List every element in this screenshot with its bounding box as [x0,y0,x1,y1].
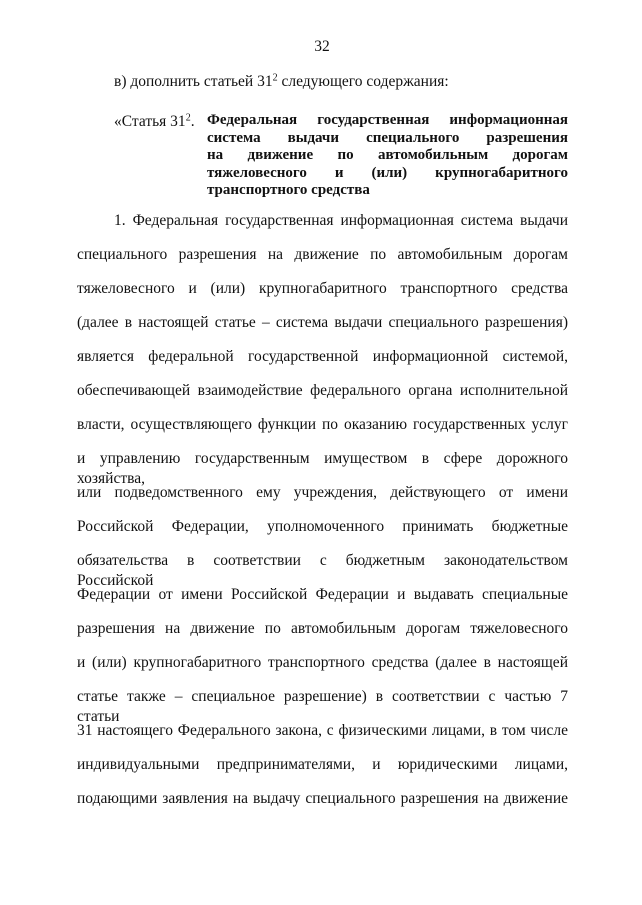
article-title [207,112,568,200]
article-label-superscript: 2 [185,112,191,124]
article-label [114,112,195,132]
body-text-line: специального разрешения на движение по автомобильным дорогам [77,246,568,263]
amendment-intro-text: в) дополнить статьей 31 [114,73,273,90]
body-text-line: является федеральной государственной информационной системой, [77,348,568,365]
body-text-line: или подведомственного ему учреждения, действующего от имени [77,484,568,501]
article-title-line: система выдачи специального разрешения [207,129,568,146]
body-text-line: подающими заявления на выдачу специального разрешения на движение [77,790,568,807]
article-title-line: тяжеловесного и (или) крупногабаритного [207,164,568,181]
amendment-intro-superscript: 2 [272,72,278,84]
body-text-line: 31 настоящего Федерального закона, с физическими лицами, в том числе [77,722,568,739]
article-title-line: транспортного средства [207,182,370,198]
body-text-line: обязательства в соответствии с бюджетным законодательством Российской [77,552,568,589]
body-text-line: Федерации от имени Российской Федерации и выдавать специальные [77,586,568,603]
body-text-line: Российской Федерации, уполномоченного принимать бюджетные [77,518,568,535]
body-text-line: (далее в настоящей статье – система выдачи специального разрешения) [77,314,568,331]
body-text-line: индивидуальными предпринимателями, и юридическими лицами, [77,756,568,773]
article-title-line: на движение по автомобильным дорогам [207,147,568,163]
page-number: 32 [314,38,330,55]
amendment-intro [114,72,449,92]
body-text-line: статье также – специальное разрешение) в соответствии с частью 7 статьи [77,688,568,725]
article-title-line: Федеральная государственная информационная [207,112,568,128]
body-text-line: разрешения на движение по автомобильным дорогам тяжеловесного [77,620,568,637]
body-text-line: и управлению государственным имуществом в сфере дорожного хозяйства, [77,450,568,487]
article-label-text: «Статья 31 [114,113,186,130]
body-text-line: 1. Федеральная государственная информационная система выдачи [114,212,568,229]
body-text-line: обеспечивающей взаимодействие федерального органа исполнительной [77,382,568,399]
body-text-line: и (или) крупногабаритного транспортного средства (далее в настоящей [77,654,568,671]
body-text-line: власти, осуществляющего функции по оказанию государственных услуг [77,416,568,433]
article-label-tail: . [190,113,195,130]
amendment-intro-tail: следующего содержания: [277,73,449,90]
body-text-line: тяжеловесного и (или) крупногабаритного транспортного средства [77,280,568,297]
